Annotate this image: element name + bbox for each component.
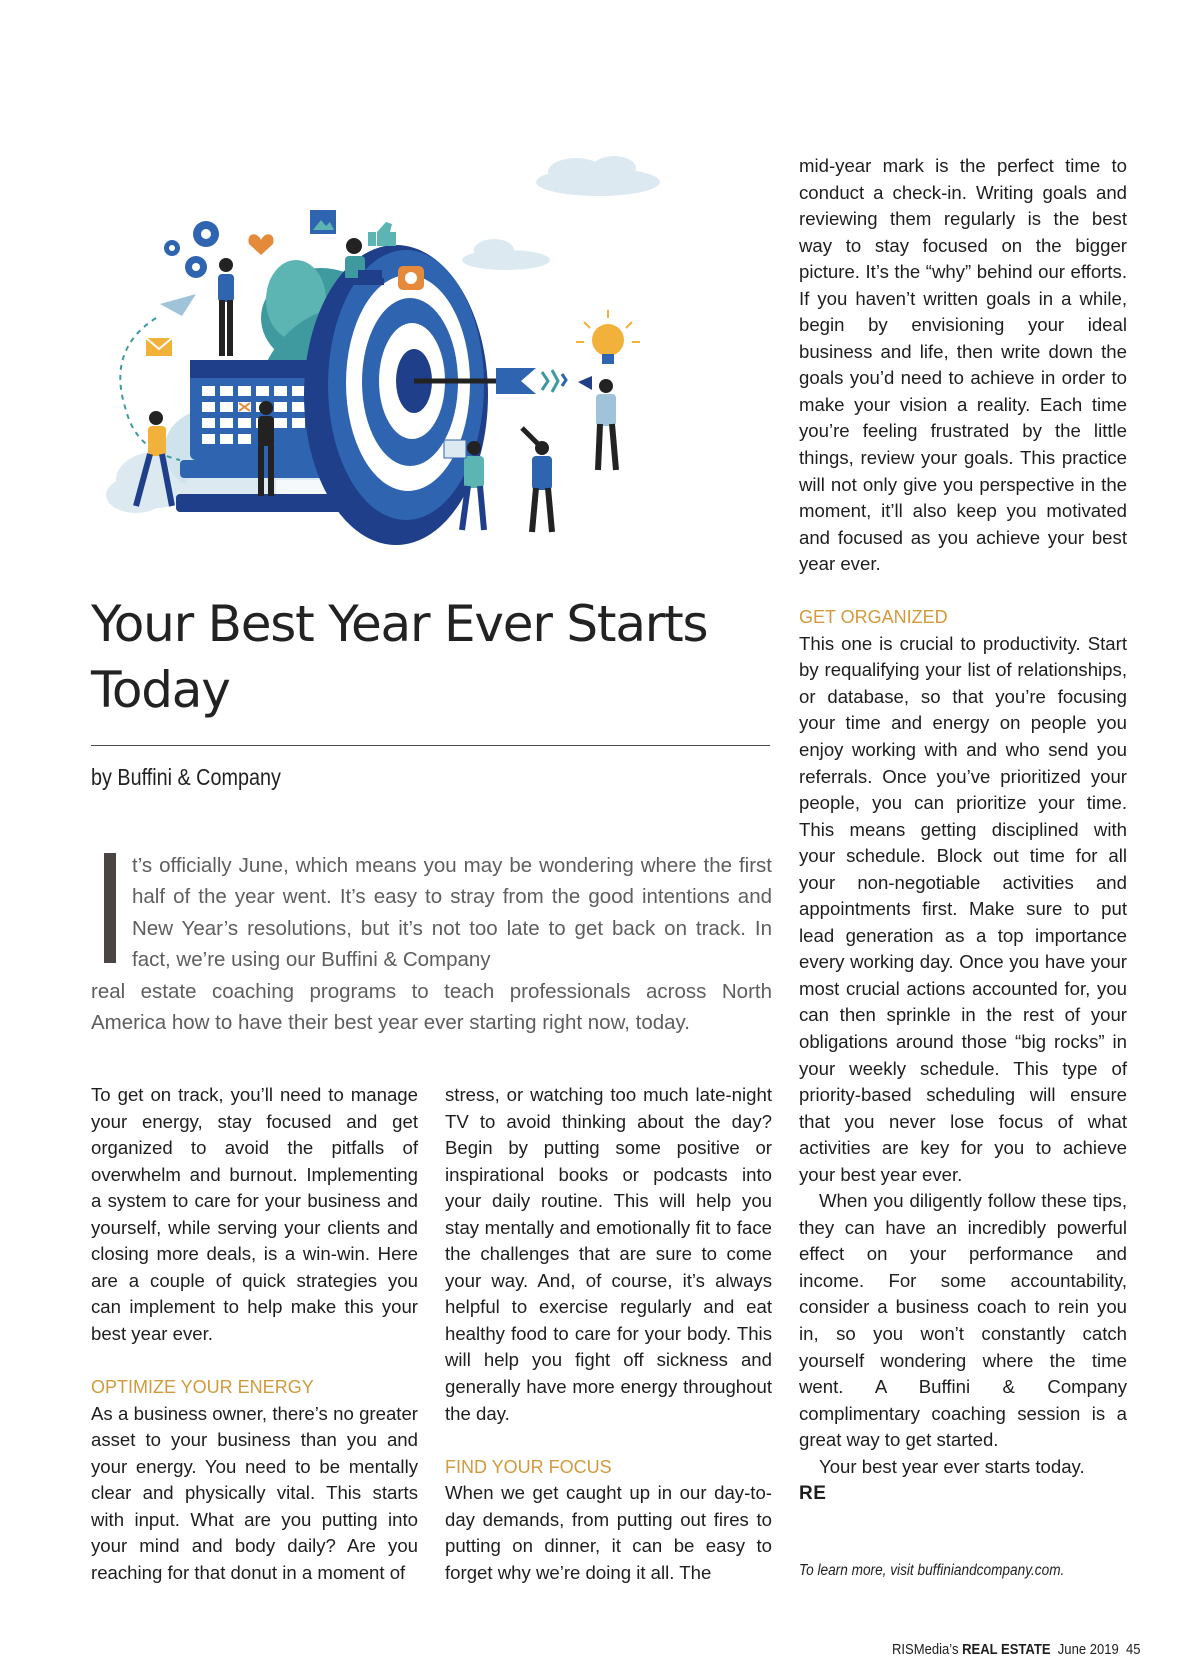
intro-text-first: t’s officially June, which means you may be wondering where the first half of the year went. It’s easy to stray from the good intentions and New Year’s resolutions, but it’s not too late to get back on track. In fact, we’re using our Buffini & Company [132, 854, 772, 972]
page-number: 45 [1125, 1642, 1141, 1658]
body-column-1 [91, 1082, 418, 1586]
body-column-3 [799, 153, 1127, 1508]
closing-line: Your best year ever starts today. RE [799, 1455, 1085, 1505]
person-on-calendar [218, 258, 234, 356]
intro-paragraph [91, 850, 772, 1038]
learn-more-note: To learn more, visit buffiniandcompany.com. [799, 1562, 1065, 1579]
byline: by Buffini & Company [91, 764, 281, 790]
intro-text-rest: real estate coaching programs to teach professionals across North America how to have their best year ever starting right now, today. [91, 979, 772, 1035]
headline-line-2: Today [91, 661, 230, 719]
thumbs-up-icon [368, 222, 396, 246]
section-heading-focus: FIND YOUR FOCUS [445, 1456, 612, 1477]
footer-publication: RISMedia’s [892, 1642, 959, 1658]
gear-icon [164, 221, 219, 278]
end-mark: RE [799, 1483, 827, 1505]
calendar [190, 360, 320, 460]
section-heading-energy: OPTIMIZE YOUR ENERGY [91, 1376, 314, 1397]
lightbulb-icon [576, 310, 640, 364]
headline-divider [91, 745, 770, 746]
envelope-icon [146, 338, 172, 356]
person-with-telescope [522, 428, 552, 532]
goal-target-illustration [96, 150, 736, 588]
section-body-organized: This one is crucial to productivity. Start by requalifying your list of relationships, or database, so that you’re focusing your time and energy on people you enjoy working with and who send you referrals. Once you’ve prioritized your people, you can prioritize your time. This means getting disciplined with your schedule. Block out time for all your non-negotiable activities and appointments first. Make sure to put lead generation as a top importance every working day. Once you have your most crucial actions accounted for, you can then sprinkle in the rest of your obligations around those “big rocks” in your weekly schedule. This type of priority-based scheduling will ensure that you never lose focus of what activities are key for you to achieve your best year ever. [799, 632, 1127, 1185]
headline-line-1: Your Best Year Ever Starts [91, 595, 708, 653]
heart-icon [248, 234, 273, 255]
section-body-energy-cont: stress, or watching too much late-night TV to avoid thinking about the day? Begin by putting some positive or inspirational books or podcasts into your daily routine. This will help you stay mentally and emotionally fit to face the challenges that are sure to come your way. And, of course, it’s always helpful to exercise regularly and eat healthy food to care for your body. This will help you fight off sickness and generally have more energy throughout the day. [445, 1084, 772, 1424]
closing-paragraph: When you diligently follow these tips, they can have an incredibly powerful effect on your performance and income. For some accountability, consider a business coach to rein you in, so you won’t constantly catch yourself wondering where the time went. A Buffini & Company complimentary coaching session is a great way to get started. [799, 1190, 1127, 1451]
person-with-megaphone [596, 379, 616, 470]
footer-issue: June 2019 [1057, 1642, 1119, 1658]
play-icon [398, 266, 424, 290]
target [304, 245, 488, 545]
footer-magazine: REAL ESTATE [962, 1642, 1051, 1658]
page-footer [892, 1642, 1144, 1658]
megaphone-icon [562, 374, 592, 390]
section-body-focus: When we get caught up in our day-to-day demands, from putting out fires to putting on dinner, it can be easy to forget why we’re doing it all. The [445, 1482, 772, 1583]
section-heading-organized: GET ORGANIZED [799, 607, 948, 628]
article-headline [91, 591, 781, 723]
section-body-energy: As a business owner, there’s no greater asset to your business than you and your energy. You need to be mentally clear and physically vital. This starts with input. What are you putting into your mind and body daily? Are you reaching for that donut in a moment of [91, 1402, 418, 1583]
section-body-focus-cont: mid-year mark is the perfect time to conduct a check-in. Writing goals and reviewing them regularly is the best way to stay focused on the bigger picture. It’s the “why” behind our efforts. If you haven’t written goals in a while, begin by envisioning your ideal business and life, then write down the goals you’d need to achieve in order to make your vision a reality. Each time you’re feeling frustrated by the little things, review your goals. This practice will not only give you perspective in the moment, it’ll also keep you motivated and focused as you achieve your best year ever. [799, 155, 1127, 575]
body-column-2 [445, 1082, 772, 1586]
image-icon [310, 210, 336, 234]
body-paragraph: To get on track, you’ll need to manage your energy, stay focused and get organized to avoid the pitfalls of overwhelm and burnout. Implementing a system to care for your business and yourself, while serving your clients and closing more deals, is a win-win. Here are a couple of quick strategies you can implement to help make this your best year ever. [91, 1084, 418, 1344]
paper-plane-icon [160, 294, 196, 316]
